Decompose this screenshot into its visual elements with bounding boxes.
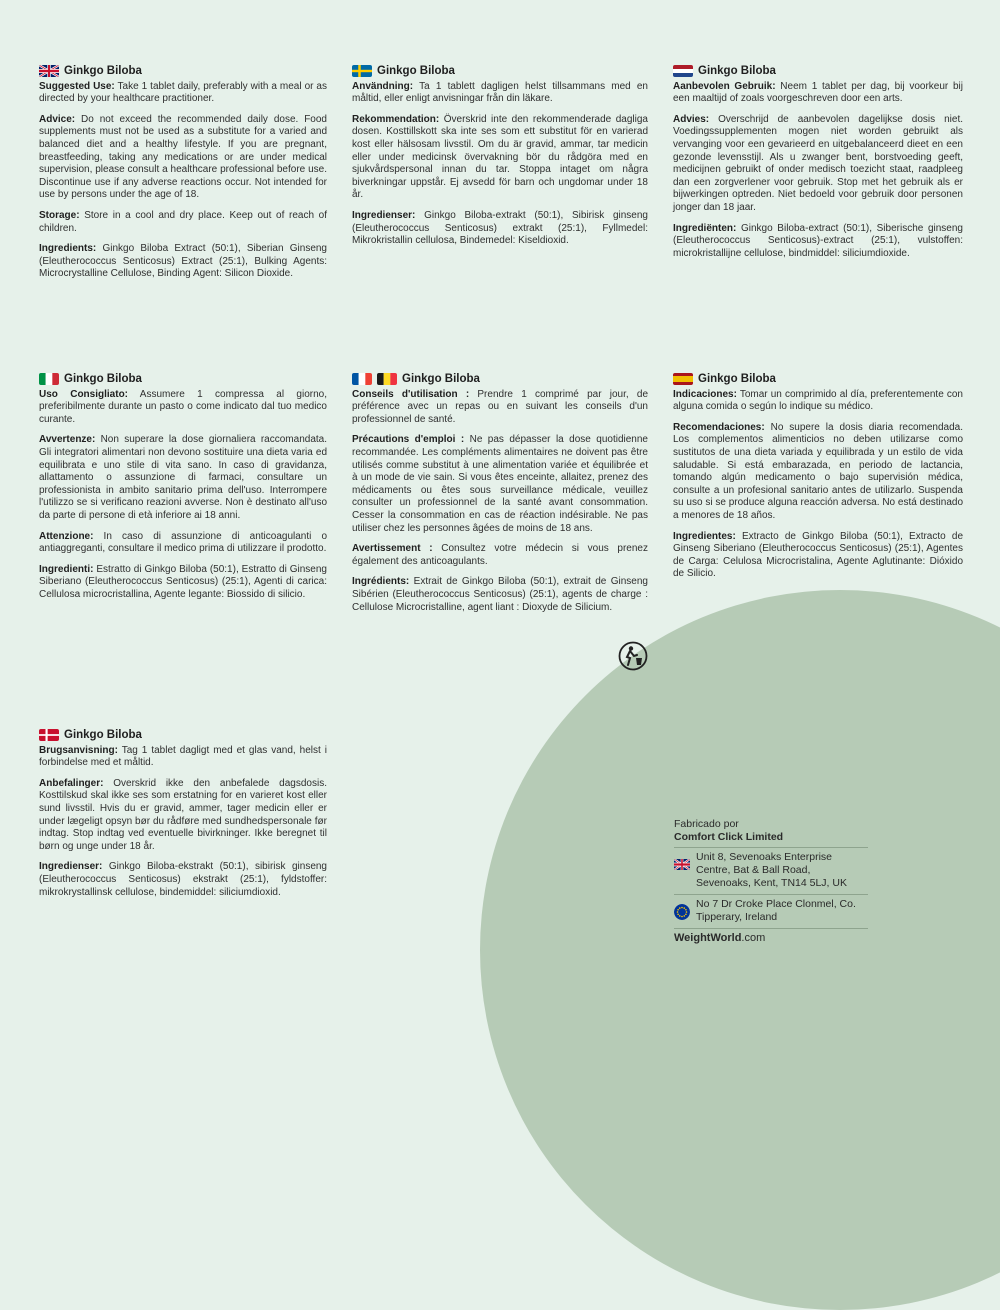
manufacturer-block xyxy=(674,818,868,945)
warnings-paragraph: Avvertenze: Non superare la dose giornaliera raccomandata. Gli integratori alimentari non devono sostituire una dieta varia ed equilibrata e uno stile di vita sano. In caso di gravidanza, allattamento o assunzione di farmaci, consultare un professionista in ambito sanitario prima dell'uso. Interrompere l'utilizzo se si verificano reazioni avverse. Non è destinato all'uso da parte di persone di età inferiore ai 18 anni. xyxy=(39,434,327,521)
section-title: Ginkgo Biloba xyxy=(402,373,480,385)
storage-paragraph: Storage: Store in a cool and dry place. Keep out of reach of children. xyxy=(39,209,327,234)
section-header xyxy=(673,65,963,78)
section-header xyxy=(39,373,327,386)
uk-address-row xyxy=(674,847,868,894)
section-title: Ginkgo Biloba xyxy=(64,65,142,77)
belgium-flag-icon xyxy=(377,373,397,385)
section-title: Ginkgo Biloba xyxy=(64,729,142,741)
ingredients-paragraph: Ingrediënten: Ginkgo Biloba-extract (50:1), Siberische ginseng (Eleutherococcus Senticosus)-extract (25:1), vulstoffen: microkristallijne cellulose, bindmiddel: siliciumdioxide. xyxy=(673,222,963,259)
spain-flag-icon xyxy=(673,373,693,385)
uk-flag-icon xyxy=(674,859,690,870)
italy-flag-icon xyxy=(39,373,59,385)
section-italian xyxy=(39,373,327,610)
recommended-use-paragraph: Uso Consigliato: Assumere 1 compressa al giorno, preferibilmente durante un pasto o come indicato dal tuo medico curante. xyxy=(39,388,327,425)
precautions-paragraph: Précautions d'emploi : Ne pas dépasser la dose quotidienne recommandée. Les compléments alimentaires ne doivent pas être utilisés comme substitut à une alimentation variée et équilibrée et à un mode de vie sain. Si vous êtes enceinte, allaitez, prenez des médicaments ou êtes sous surveillance médicale, veuillez consulter un professionnel de la santé avant consommation. Cesser la consommation en cas de réaction indésirable. Ne pas utiliser chez les personnes âgées de moins de 18 ans. xyxy=(352,434,648,534)
section-english xyxy=(39,65,327,289)
indications-paragraph: Indicaciones: Tomar un comprimido al día, preferentemente con alguna comida o según lo indique su médico. xyxy=(673,388,963,413)
france-flag-icon xyxy=(352,373,372,385)
recommendations-paragraph: Anbefalinger: Overskrid ikke den anbefalede dagsdosis. Kosttilskud skal ikke ses som erstatning for en varieret kost eller sund livsstil. Hvis du er gravid, ammer, tager medicin eller er under lægeligt opsyn bør du rådføre med sundhedspersonale før indtag. Stop indtag ved eventuelle bivirkninger. Ikke beregnet til børn og unge under 18 år. xyxy=(39,777,327,852)
usage-paragraph: Användning: Ta 1 tablett dagligen helst tillsammans med en måltid, eller enligt anvisningar från din läkare. xyxy=(352,80,648,105)
section-dutch xyxy=(673,65,963,268)
section-title: Ginkgo Biloba xyxy=(698,65,776,77)
section-header xyxy=(673,373,963,386)
usage-advice-paragraph: Conseils d'utilisation : Prendre 1 comprimé par jour, de préférence avec un repas ou en suivant les conseils d'un professionnel de santé. xyxy=(352,388,649,425)
netherlands-flag-icon xyxy=(673,65,693,77)
section-danish xyxy=(39,729,327,907)
recommendations-paragraph: Recomendaciones: No supere la dosis diaria recomendada. Los complementos alimenticios no deben utilizarse como sustitutos de una dieta variada y equilibrada y un estilo de vida saludable. Si está embarazada, en periodo de lactancia, tomando algún medicamento o bajo supervisión médica, consulte a un profesional sanitario antes de utilizarlo. Suspenda su uso si se produce alguna reacción adversa. No está destinado a menores de 18 años. xyxy=(673,421,963,521)
tidyman-recycle-icon xyxy=(618,641,648,671)
section-header xyxy=(352,373,648,386)
made-by-label: Fabricado por xyxy=(674,818,739,830)
ingredients-paragraph: Ingredienser: Ginkgo Biloba-extrakt (50:1), Sibirisk ginseng (Eleutherococcus Senticosus) extrakt (25:1), Fyllmedel: Mikrokristallin cellulosa, Bindemedel: Kiseldioxid. xyxy=(352,209,648,247)
ingredients-paragraph: Ingredienti: Estratto di Ginkgo Biloba (50:1), Estratto di Ginseng Siberiano (Eleutherococcus Senticosus) (25:1), Agenti di carica: Cellulosa microcristallina, Agente legante: Biossido di silicio. xyxy=(39,563,327,600)
denmark-flag-icon xyxy=(39,729,59,741)
uk-address: Unit 8, Sevenoaks Enterprise Centre, Bat & Ball Road, Sevenoaks, Kent, TN14 5LJ, UK xyxy=(696,851,847,889)
uk-flag-icon xyxy=(39,65,59,77)
advice-paragraph: Advies: Overschrijd de aanbevolen dagelijkse dosis niet. Voedingssupplementen mogen niet worden gebruikt als vervanging voor een gevarieerd en uitgebalanceerd dieet en een gezonde levensstijl. Als u zwanger bent, borstvoeding geeft, medicijnen gebruikt of onder medisch toezicht staat, raadpleeg dan een zorgverlener voor gebruik. Stop met het gebruik als er bijwerkingen optreden. Niet bedoeld voor gebruik door personen jonger dan 18 jaar. xyxy=(673,113,963,213)
ingredients-paragraph: Ingrédients: Extrait de Ginkgo Biloba (50:1), extrait de Ginseng Sibérien (Eleutherococcus Senticosus) (25:1), agents de charge : Cellulose Microcristalline, agent liant : Dioxyde de Silicium. xyxy=(352,576,648,613)
warning-paragraph: Avertissement : Consultez votre médecin si vous prenez également des anticoagulants. xyxy=(352,543,648,567)
suggested-use-paragraph: Suggested Use: Take 1 tablet daily, preferably with a meal or as directed by your healthcare practitioner. xyxy=(39,80,327,105)
section-french xyxy=(352,373,648,622)
brand-website: WeightWorld.com xyxy=(674,928,868,945)
section-header xyxy=(39,729,327,742)
eu-address-row xyxy=(674,894,868,928)
section-title: Ginkgo Biloba xyxy=(698,373,776,385)
recommendation-paragraph: Rekommendation: Överskrid inte den rekommenderade dagliga dosen. Kosttillskott ska inte ses som ett substitut för en varierad kost eller hälsosam livsstil. Om du är gravid, ammar, tar medicin eller under medicinsk övervakning bör du rådgöra med en sjukvårdspersonal innan du tar. Stoppa intaget om några biverkningar uppstår. Ej avsedd för barn och ungdomar under 18 år. xyxy=(352,113,648,201)
sweden-flag-icon xyxy=(352,65,372,77)
ingredients-paragraph: Ingredients: Ginkgo Biloba Extract (50:1), Siberian Ginseng (Eleutherococcus Senticosus) Extract (25:1), Bulking Agents: Microcrystalline Cellulose, Binding Agent: Silicon Dioxide. xyxy=(39,243,327,280)
ingredients-paragraph: Ingredienser: Ginkgo Biloba-ekstrakt (50:1), sibirisk ginseng (Eleutherococcus Senticosus) ekstrakt (25:1), fyldstoffer: mikrokrystallinsk cellulose, bindemiddel: siliciumdioxid. xyxy=(39,861,327,898)
recommended-use-paragraph: Aanbevolen Gebruik: Neem 1 tablet per dag, bij voorkeur bij een maaltijd of zoals voorgeschreven door een arts. xyxy=(673,80,963,105)
section-swedish xyxy=(352,65,648,256)
ingredients-paragraph: Ingredientes: Extracto de Ginkgo Biloba (50:1), Extracto de Ginseng Siberiano (Eleutherococcus Senticosus) (25:1), Agentes de Carga: Celulosa Microcristalina, Agente Aglutinante: Dióxido de Silicio. xyxy=(673,530,963,580)
directions-paragraph: Brugsanvisning: Tag 1 tablet dagligt med et glas vand, helst i forbindelse med et måltid. xyxy=(39,744,327,769)
section-header xyxy=(39,65,327,78)
attention-paragraph: Attenzione: In caso di assunzione di anticoagulanti o antiaggreganti, consultare il medico prima di utilizzare il prodotto. xyxy=(39,530,327,555)
company-name: Comfort Click Limited xyxy=(674,831,784,843)
section-title: Ginkgo Biloba xyxy=(64,373,142,385)
eu-address: No 7 Dr Croke Place Clonmel, Co. Tipperary, Ireland xyxy=(696,898,856,923)
advice-paragraph: Advice: Do not exceed the recommended daily dose. Food supplements must not be used as a substitute for a varied and balanced diet and a healthy lifestyle. If you are pregnant, breastfeeding, taking any medications or are under medical supervision, please consult a healthcare professional before use. Discontinue use if any adverse reactions occur. Not intended for use by persons under the age of 18. xyxy=(39,113,327,201)
eu-flag-icon xyxy=(674,904,690,920)
section-spanish xyxy=(673,373,963,589)
section-header xyxy=(352,65,648,78)
decorative-circle xyxy=(480,590,1000,1310)
section-title: Ginkgo Biloba xyxy=(377,65,455,77)
